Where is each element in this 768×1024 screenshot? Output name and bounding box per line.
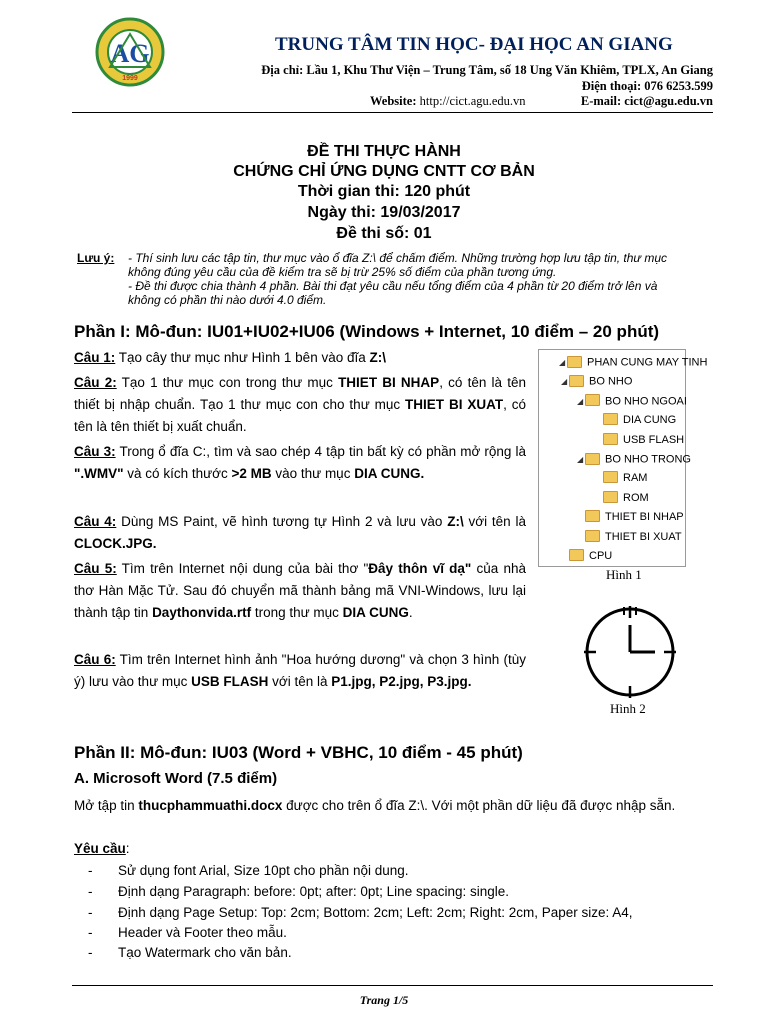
figure-1-caption: Hình 1	[606, 567, 642, 582]
folder-icon	[585, 510, 600, 522]
university-logo	[95, 12, 165, 104]
folder-icon	[585, 453, 600, 465]
tree-node-label: RAM	[623, 472, 648, 485]
note-line-4: không có phần thi nào dưới 4.0 điểm.	[128, 293, 327, 307]
tree-node[interactable]	[595, 411, 676, 430]
requirement-item: - Định dạng Page Setup: Top: 2cm; Bottom: 2cm; Left: 2cm; Right: 2cm, Paper size: A4,	[88, 905, 633, 920]
clock-figure	[583, 605, 677, 699]
requirements-label: Yêu cầu:	[74, 841, 130, 856]
question-1: Câu 1: Tạo cây thư mục như Hình 1 bên vào đĩa Z:\	[74, 350, 386, 365]
folder-icon	[603, 491, 618, 503]
tree-node-label: BO NHO NGOAI	[605, 395, 687, 408]
word-intro: Mở tập tin thucphammuathi.docx được cho trên ổ đĩa Z:\. Với một phần dữ liệu đã được nhập sẵn.	[74, 798, 676, 813]
tree-node[interactable]	[561, 372, 632, 391]
expand-arrow-icon[interactable]: ◢	[561, 377, 568, 387]
tree-node-label: ROM	[623, 491, 649, 504]
email-line: E-mail: cict@agu.edu.vn	[580, 94, 713, 108]
tree-node-label: CPU	[589, 550, 613, 562]
exam-duration: Thời gian thi: 120 phút	[297, 183, 471, 200]
header-divider	[72, 112, 713, 113]
exam-subtitle: CHỨNG CHỈ ỨNG DỤNG CNTT CƠ BẢN	[233, 163, 535, 180]
website-link[interactable]: http://cict.agu.edu.vn	[419, 94, 526, 108]
tree-node[interactable]	[595, 469, 647, 488]
requirement-item: - Tạo Watermark cho văn bản.	[88, 945, 292, 960]
folder-icon	[603, 413, 618, 425]
expand-arrow-icon[interactable]: ◢	[559, 358, 566, 367]
tree-node-label: THIET BI NHAP	[605, 511, 684, 524]
part2-heading: Phần II: Mô-đun: IU03 (Word + VBHC, 10 điểm - 45 phút)	[74, 743, 523, 762]
address-line: Địa chỉ: Lầu 1, Khu Thư Viện – Trung Tâm, số 18 Ung Văn Khiêm, TPLX, An Giang	[261, 63, 713, 77]
question-4: Câu 4: Dùng MS Paint, vẽ hình tương tự Hình 2 và lưu vào Z:\ với tên là CLOCK.JPG.	[74, 514, 526, 551]
part1-heading: Phần I: Mô-đun: IU01+IU02+IU06 (Windows + Internet, 10 điểm – 20 phút)	[74, 322, 660, 341]
requirement-item: - Header và Footer theo mẫu.	[88, 925, 287, 940]
folder-icon	[567, 356, 582, 368]
question-5: Câu 5: Tìm trên Internet nội dung của bài thơ "Đây thôn vĩ dạ" của nhà thơ Hàn Mặc Tử. Sau đó chuyển mã thành bảng mã VNI-Windows, lưu lại thành tập tin Daythonvida.rtf trong thư mục DIA CUNG.	[74, 561, 527, 620]
exam-title: ĐỀ THI THỰC HÀNH	[307, 143, 461, 160]
exam-date: Ngày thi: 19/03/2017	[307, 204, 461, 221]
tree-node[interactable]	[577, 528, 682, 547]
folder-icon	[569, 549, 584, 561]
email-link[interactable]: cict@agu.edu.vn	[624, 94, 713, 108]
page-number: Trang 1/5	[359, 993, 409, 1007]
tree-node[interactable]	[595, 431, 684, 450]
folder-icon	[603, 433, 618, 445]
folder-icon	[585, 530, 600, 542]
org-name: TRUNG TÂM TIN HỌC- ĐẠI HỌC AN GIANG	[275, 34, 673, 55]
exam-number: Đề thi số: 01	[336, 225, 432, 242]
tree-node-label: THIET BI XUAT	[605, 530, 682, 543]
requirement-item: - Sử dụng font Arial, Size 10pt cho phần nội dung.	[88, 863, 409, 878]
svg-text:AG: AG	[110, 39, 150, 68]
note-line-2: không đúng yêu cầu của đề kiểm tra sẽ bị trừ 25% số điểm của phần tương ứng.	[128, 265, 557, 279]
tree-node-label: PHAN CUNG MAY TINH	[587, 356, 708, 369]
tree-node-label: BO NHO	[589, 375, 633, 388]
figure-2-caption: Hình 2	[610, 701, 646, 716]
footer-divider	[72, 985, 713, 986]
question-2: Câu 2: Tạo 1 thư mục con trong thư mục THIET BI NHAP, có tên là tên thiết bị nhập chuẩn. Tạo 1 thư mục con cho thư mục THIET BI XUAT, có tên là tên thiết bị xuất chuẩn.	[74, 375, 527, 434]
folder-icon	[569, 375, 584, 387]
website-line: Website: http://cict.agu.edu.vn	[370, 94, 526, 108]
phone-line: Điện thoại: 076 6253.599	[581, 79, 713, 93]
tree-node[interactable]	[595, 489, 649, 508]
svg-text:1999: 1999	[122, 75, 138, 82]
expand-arrow-icon[interactable]: ◢	[577, 396, 584, 406]
folder-icon	[585, 394, 600, 406]
question-6: Câu 6: Tìm trên Internet hình ảnh "Hoa hướng dương" và chọn 3 hình (tùy ý) lưu vào thư mục USB FLASH với tên là P1.jpg, P2.jpg, P3.jpg.	[74, 652, 526, 689]
question-3: Câu 3: Trong ổ đĩa C:, tìm và sao chép 4 tập tin bất kỳ có phần mở rộng là ".WMV" và có kích thước >2 MB vào thư mục DIA CUNG.	[74, 444, 526, 481]
note-line-3: - Đề thi được chia thành 4 phần. Bài thi đạt yêu cầu nếu tổng điểm của 4 phần từ 20 điểm trở lên và	[128, 279, 658, 293]
word-section-heading: A. Microsoft Word (7.5 điểm)	[74, 770, 278, 787]
requirement-item: - Định dạng Paragraph: before: 0pt; after: 0pt; Line spacing: single.	[88, 884, 510, 899]
note-label: Lưu ý:	[77, 251, 115, 265]
tree-node[interactable]	[561, 547, 612, 566]
folder-tree	[538, 349, 708, 567]
tree-node[interactable]	[577, 508, 684, 527]
tree-node-label: USB FLASH	[623, 433, 685, 446]
note-line-1: - Thí sinh lưu các tập tin, thư mục vào ổ đĩa Z:\ để chấm điểm. Những trường hợp lưu tập tin, thư mục	[128, 251, 668, 265]
tree-node-label: BO NHO TRONG	[605, 453, 691, 466]
tree-node[interactable]	[577, 450, 691, 469]
tree-node[interactable]	[577, 392, 687, 411]
tree-node[interactable]	[559, 353, 707, 372]
folder-icon	[603, 471, 618, 483]
expand-arrow-icon[interactable]: ◢	[577, 455, 584, 464]
tree-node-label: DIA CUNG	[623, 414, 677, 427]
